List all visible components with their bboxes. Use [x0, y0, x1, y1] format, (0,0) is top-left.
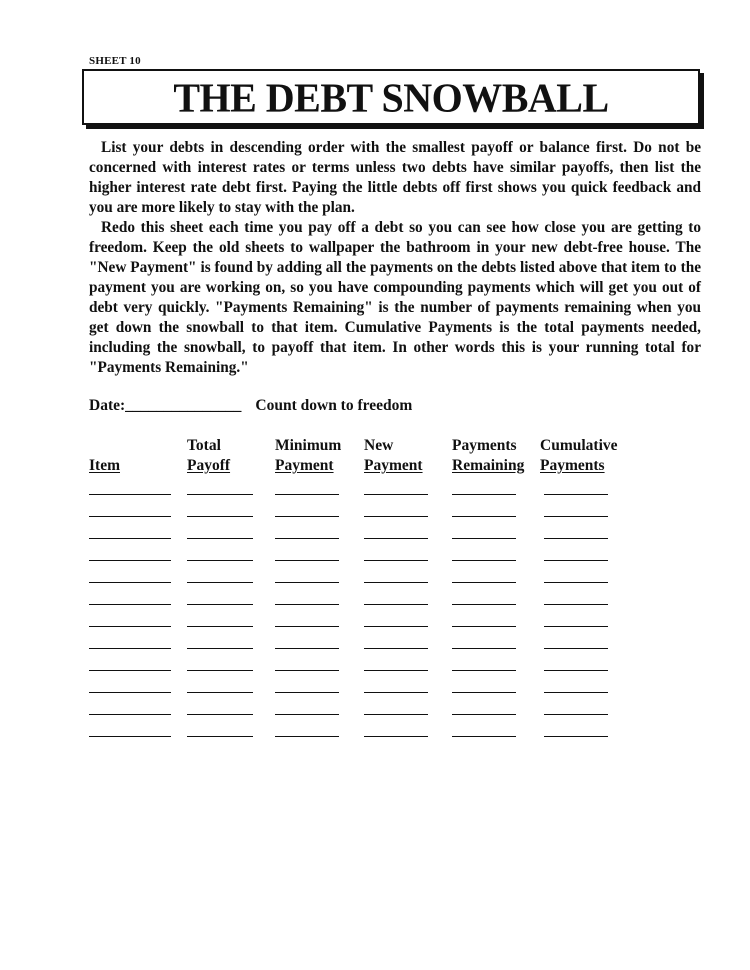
- blank-total-payoff-field[interactable]: [187, 636, 253, 649]
- blank-cumulative-payments-field[interactable]: [544, 504, 608, 517]
- blank-payments-remaining-field[interactable]: [452, 680, 516, 693]
- instructions-paragraph-1: List your debts in descending order with the smallest payoff or balance first. Do not be concerned with interest rates or terms unless two debts have similar payoffs, then list the higher interest rate debt first. Paying the little debts off first shows you quick feedback and you are more likely to stay with the plan.: [89, 139, 701, 216]
- table-row: [89, 482, 649, 504]
- blank-payments-remaining-field[interactable]: [452, 592, 516, 605]
- page-title: THE DEBT SNOWBALL: [173, 74, 609, 120]
- blank-total-payoff-field[interactable]: [187, 680, 253, 693]
- column-header-minimum-payment: Minimum Payment: [275, 437, 342, 474]
- blank-payments-remaining-field[interactable]: [452, 658, 516, 671]
- date-row: [89, 397, 412, 415]
- blank-item-field[interactable]: [89, 724, 171, 737]
- blank-minimum-payment-field[interactable]: [275, 482, 339, 495]
- blank-item-field[interactable]: [89, 526, 171, 539]
- blank-cumulative-payments-field[interactable]: [544, 548, 608, 561]
- table-row: [89, 636, 649, 658]
- blank-minimum-payment-field[interactable]: [275, 636, 339, 649]
- blank-minimum-payment-field[interactable]: [275, 504, 339, 517]
- title-box: [82, 69, 700, 125]
- table-row: [89, 614, 649, 636]
- table-row: [89, 548, 649, 570]
- blank-minimum-payment-field[interactable]: [275, 658, 339, 671]
- blank-new-payment-field[interactable]: [364, 636, 428, 649]
- blank-item-field[interactable]: [89, 702, 171, 715]
- blank-cumulative-payments-field[interactable]: [544, 570, 608, 583]
- blank-minimum-payment-field[interactable]: [275, 614, 339, 627]
- blank-payments-remaining-field[interactable]: [452, 526, 516, 539]
- table-row: [89, 504, 649, 526]
- blank-cumulative-payments-field[interactable]: [544, 614, 608, 627]
- blank-payments-remaining-field[interactable]: [452, 614, 516, 627]
- blank-item-field[interactable]: [89, 636, 171, 649]
- blank-minimum-payment-field[interactable]: [275, 570, 339, 583]
- blank-item-field[interactable]: [89, 614, 171, 627]
- column-header-new-payment: New Payment: [364, 437, 423, 474]
- blank-cumulative-payments-field[interactable]: [544, 680, 608, 693]
- blank-cumulative-payments-field[interactable]: [544, 702, 608, 715]
- blank-item-field[interactable]: [89, 504, 171, 517]
- blank-new-payment-field[interactable]: [364, 526, 428, 539]
- blank-item-field[interactable]: [89, 570, 171, 583]
- blank-payments-remaining-field[interactable]: [452, 724, 516, 737]
- blank-total-payoff-field[interactable]: [187, 702, 253, 715]
- blank-item-field[interactable]: [89, 680, 171, 693]
- blank-new-payment-field[interactable]: [364, 548, 428, 561]
- column-header-payments-remaining: Payments Remaining: [452, 437, 525, 474]
- blank-new-payment-field[interactable]: [364, 702, 428, 715]
- blank-item-field[interactable]: [89, 658, 171, 671]
- blank-cumulative-payments-field[interactable]: [544, 636, 608, 649]
- blank-total-payoff-field[interactable]: [187, 724, 253, 737]
- blank-new-payment-field[interactable]: [364, 614, 428, 627]
- blank-total-payoff-field[interactable]: [187, 592, 253, 605]
- blank-total-payoff-field[interactable]: [187, 548, 253, 561]
- blank-total-payoff-field[interactable]: [187, 614, 253, 627]
- blank-new-payment-field[interactable]: [364, 592, 428, 605]
- blank-total-payoff-field[interactable]: [187, 570, 253, 583]
- blank-item-field[interactable]: [89, 482, 171, 495]
- blank-payments-remaining-field[interactable]: [452, 482, 516, 495]
- blank-cumulative-payments-field[interactable]: [544, 724, 608, 737]
- column-header-total-payoff: Total Payoff: [187, 437, 231, 474]
- instructions-paragraph-2: Redo this sheet each time you pay off a debt so you can see how close you are getting to freedom. Keep the old sheets to wallpaper the bathroom in your new debt-free house. The "New Payment" is found by adding all the payments on the debts listed above that item to the payment you are working on, so you have compounding payments which will get you out of debt very quickly. "Payments Remaining" is the number of payments remaining when you get down the snowball to that item. Cumulative Payments is the total payments needed, including the snowball, to payoff that item. In other words this is your running total for "Payments Remaining.": [89, 219, 701, 376]
- blank-cumulative-payments-field[interactable]: [544, 526, 608, 539]
- blank-payments-remaining-field[interactable]: [452, 504, 516, 517]
- blank-new-payment-field[interactable]: [364, 482, 428, 495]
- blank-minimum-payment-field[interactable]: [275, 680, 339, 693]
- blank-total-payoff-field[interactable]: [187, 526, 253, 539]
- table-row: [89, 658, 649, 680]
- instructions: [89, 138, 701, 378]
- table-row: [89, 724, 649, 746]
- date-field[interactable]: Date:_______________: [89, 397, 242, 414]
- blank-minimum-payment-field[interactable]: [275, 702, 339, 715]
- blank-new-payment-field[interactable]: [364, 504, 428, 517]
- table-row: [89, 702, 649, 724]
- blank-payments-remaining-field[interactable]: [452, 636, 516, 649]
- blank-total-payoff-field[interactable]: [187, 482, 253, 495]
- blank-new-payment-field[interactable]: [364, 724, 428, 737]
- blank-item-field[interactable]: [89, 592, 171, 605]
- blank-minimum-payment-field[interactable]: [275, 526, 339, 539]
- table-row: [89, 570, 649, 592]
- table-row: [89, 680, 649, 702]
- blank-total-payoff-field[interactable]: [187, 658, 253, 671]
- table-row: [89, 592, 649, 614]
- table-row: [89, 526, 649, 548]
- column-header-cumulative-payments: Cumulative Payments: [540, 437, 618, 474]
- blank-cumulative-payments-field[interactable]: [544, 658, 608, 671]
- blank-cumulative-payments-field[interactable]: [544, 482, 608, 495]
- blank-total-payoff-field[interactable]: [187, 504, 253, 517]
- blank-payments-remaining-field[interactable]: [452, 570, 516, 583]
- blank-minimum-payment-field[interactable]: [275, 592, 339, 605]
- blank-payments-remaining-field[interactable]: [452, 548, 516, 561]
- blank-item-field[interactable]: [89, 548, 171, 561]
- blank-payments-remaining-field[interactable]: [452, 702, 516, 715]
- blank-new-payment-field[interactable]: [364, 658, 428, 671]
- blank-cumulative-payments-field[interactable]: [544, 592, 608, 605]
- blank-minimum-payment-field[interactable]: [275, 724, 339, 737]
- blank-minimum-payment-field[interactable]: [275, 548, 339, 561]
- column-header-item: Item: [89, 457, 120, 474]
- countdown-label: Count down to freedom: [255, 397, 413, 414]
- sheet-label: SHEET 10: [89, 55, 141, 67]
- blank-new-payment-field[interactable]: [364, 570, 428, 583]
- blank-new-payment-field[interactable]: [364, 680, 428, 693]
